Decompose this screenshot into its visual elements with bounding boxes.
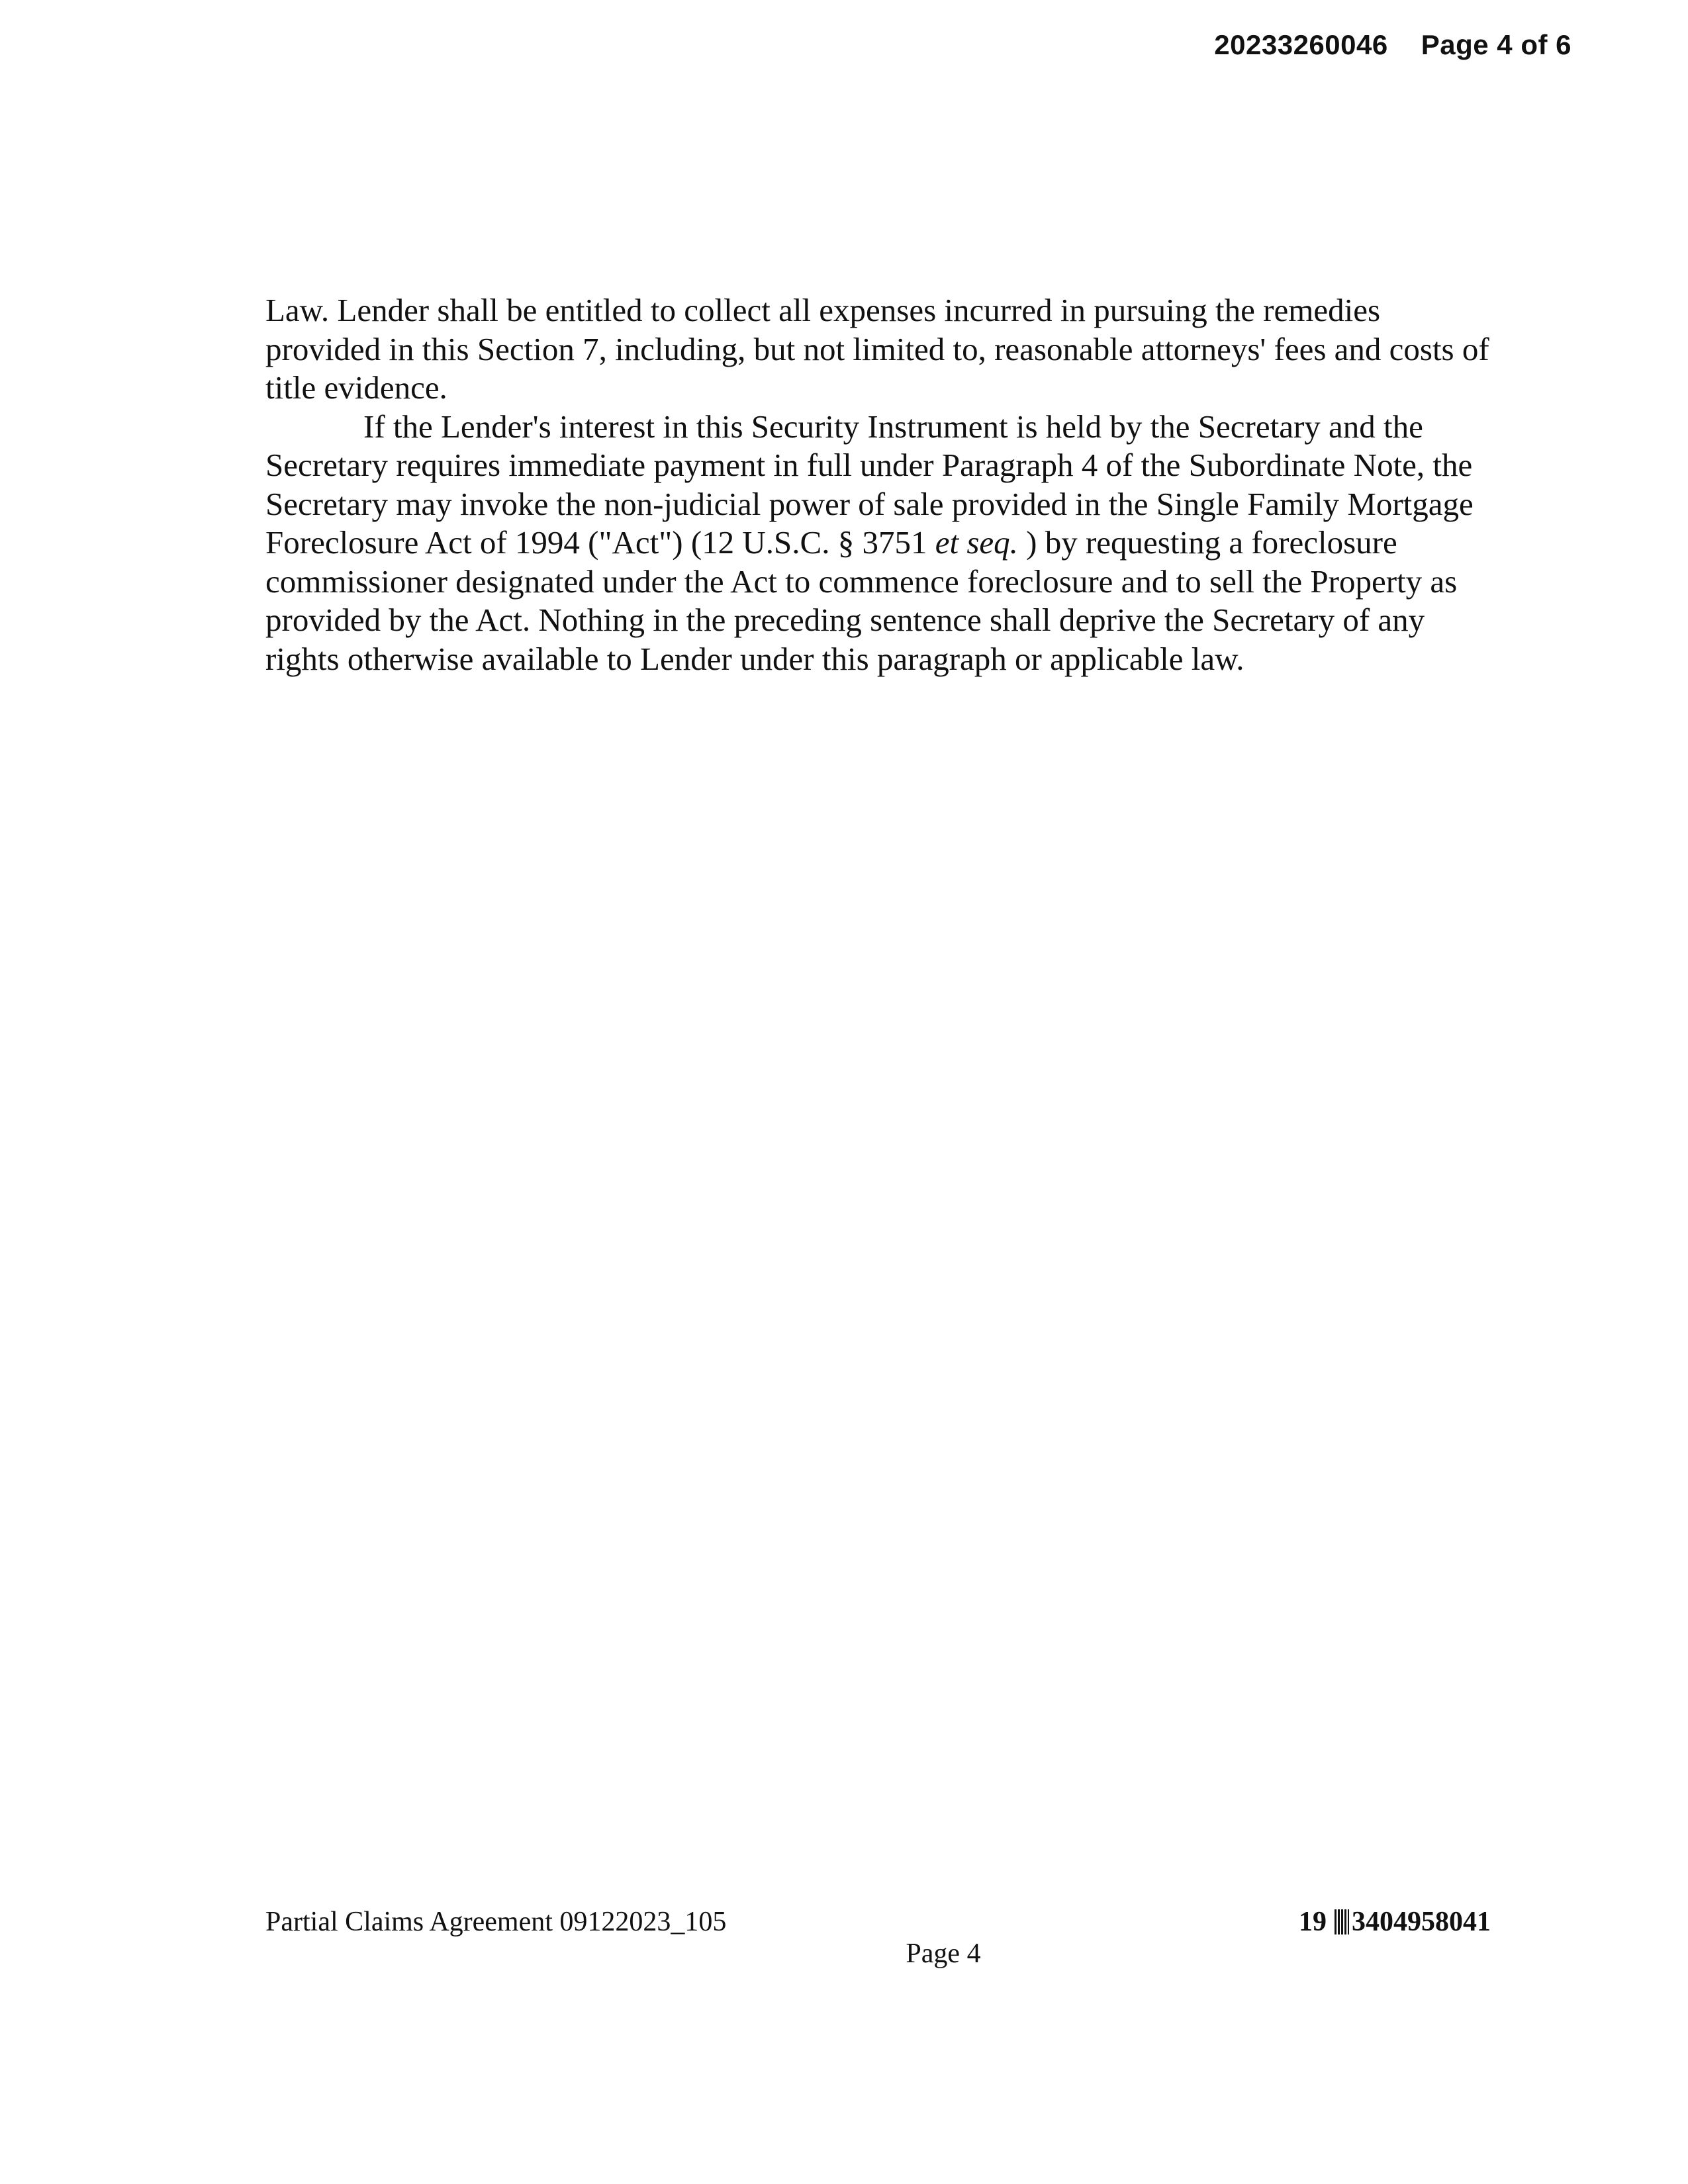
loan-barcode-id bbox=[1299, 1906, 1491, 1938]
document-body bbox=[265, 291, 1497, 678]
et-seq-italic: et seq. bbox=[935, 524, 1018, 561]
paragraph-secretary-text-start: If the Lender's interest in this Security Instrument is held by the Secretary and the Secretary requires immediate payment in full under Paragraph 4 of the Subordinate Note, the Secretary may invoke the non-judicial power of sale provided in the Single Family Mortgage Foreclosure Act of 1994 ("Act") (12 U.S.C. § 3751 bbox=[265, 408, 1474, 561]
barcode-icon bbox=[1335, 1909, 1349, 1934]
barcode-prefix: 19 bbox=[1299, 1907, 1327, 1937]
barcode-number: 3404958041 bbox=[1352, 1907, 1491, 1937]
document-number: 20233260046 bbox=[1214, 29, 1388, 60]
paragraph-secretary-text-end: ) by requesting a foreclosure commissioner designated under the Act to commence foreclosure and to sell the Property as provided by the Act. Nothing in the preceding sentence shall deprive the Secretary of any rights otherwise available to Lender under this paragraph or applicable law. bbox=[265, 524, 1458, 677]
paragraph-remedies: Law. Lender shall be entitled to collect all expenses incurred in pursuing the remedies provided in this Section 7, including, but not limited to, reasonable attorneys' fees and costs of title evidence. bbox=[265, 292, 1489, 406]
paragraph-secretary bbox=[265, 408, 1497, 679]
recording-stamp bbox=[1214, 29, 1571, 61]
agreement-label: Partial Claims Agreement 09122023_105 bbox=[265, 1907, 727, 1937]
page-number: Page 4 bbox=[906, 1938, 981, 1969]
page-count-label: Page 4 of 6 bbox=[1421, 29, 1571, 60]
